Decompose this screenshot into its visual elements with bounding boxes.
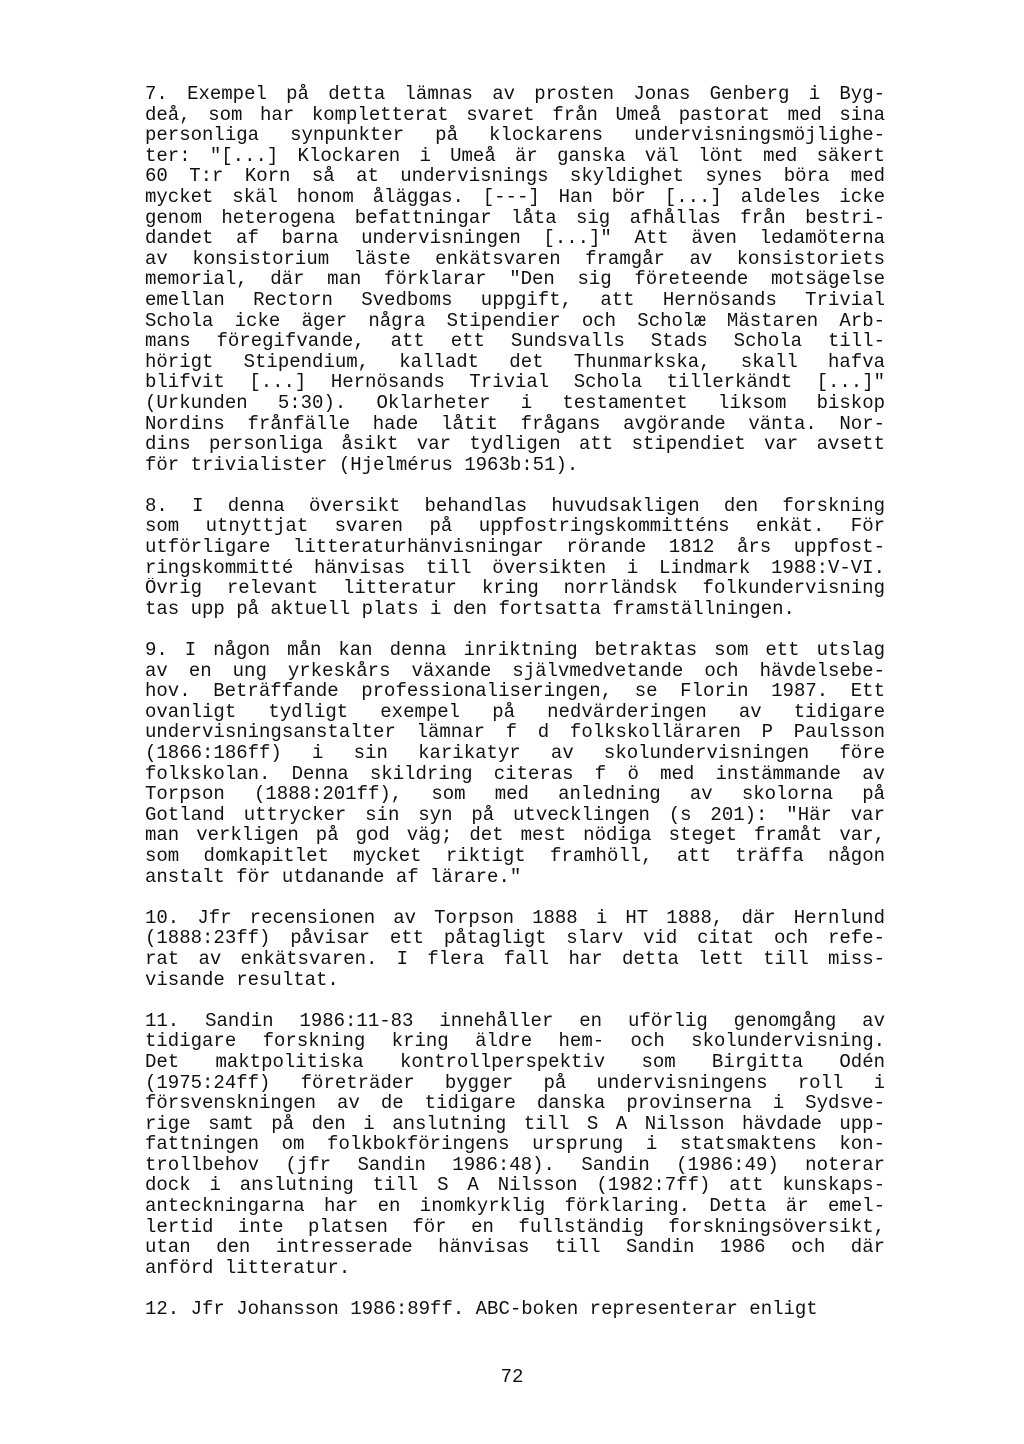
- page-number: 72: [500, 1366, 524, 1388]
- text-line: tidigare forskning kring äldre hem- och skolundervisning.: [145, 1031, 885, 1052]
- text-line: 8. I denna översikt behandlas huvudsakligen den forskning: [145, 495, 885, 517]
- text-line: visande resultat.: [145, 969, 339, 991]
- text-line: trollbehov (jfr Sandin 1986:48). Sandin (1986:49) noterar: [145, 1154, 885, 1176]
- text-line: emellan Rectorn Svedboms uppgift, att Hernösands Trivial: [145, 289, 885, 311]
- text-line: mycket skäl honom åläggas. [---] Han bör [...] aldeles icke: [145, 186, 885, 208]
- text-line: anteckningarna har en inomkyrklig förklaring. Detta är emel-: [145, 1196, 885, 1217]
- text-line: (1888:23ff) påvisar ett påtagligt slarv vid citat och refe-: [145, 928, 885, 949]
- footnote-11: [145, 1011, 885, 1279]
- text-line: 12. Jfr Johansson 1986:89ff. ABC-boken representerar enligt: [145, 1299, 818, 1320]
- footnotes-page: [145, 84, 885, 1340]
- text-line: (Urkunden 5:30). Oklarheter i testamentet liksom biskop: [145, 392, 885, 414]
- text-line: deå, som har kompletterat svaret från Umeå pastorat med sina: [145, 104, 885, 126]
- text-line: dins personliga åsikt var tydligen att stipendiet var avsett: [145, 434, 885, 455]
- text-line: Gotland uttrycker sin syn på utvecklingen (s 201): "Här var: [145, 804, 885, 826]
- text-line: försvenskningen av de tidigare danska provinserna i Sydsve-: [145, 1093, 885, 1114]
- text-line: Schola icke äger några Stipendier och Scholæ Mästaren Arb-: [145, 310, 885, 332]
- text-line: 7. Exempel på detta lämnas av prosten Jonas Genberg i Byg-: [145, 84, 885, 105]
- text-line: av konsistorium läste enkätsvaren framgår av konsistoriets: [145, 248, 885, 270]
- text-line: dock i anslutning till S A Nilsson (1982:7ff) att kunskaps-: [145, 1175, 885, 1197]
- text-line: anförd litteratur.: [145, 1257, 351, 1279]
- text-line: dandet af barna undervisningen [...]" Att även ledamöterna: [145, 228, 885, 249]
- text-line: utan den intresserade hänvisas till Sandin 1986 och där: [145, 1237, 885, 1258]
- footnote-8: [145, 496, 885, 620]
- text-line: utförligare litteraturhänvisningar rörande 1812 års uppfost-: [145, 537, 885, 558]
- text-line: (1866:186ff) i sin karikatyr av skolundervisningen före: [145, 743, 885, 764]
- text-line: memorial, där man förklarar "Den sig företeende motsägelse: [145, 269, 885, 290]
- text-line: ovanligt tydligt exempel på nedvärderingen av tidigare: [145, 701, 885, 723]
- text-line: (1975:24ff) företräder bygger på undervisningens roll i: [145, 1072, 885, 1094]
- text-line: genom heterogena befattningar låta sig afhållas från bestri-: [145, 207, 885, 229]
- text-line: undervisningsanstalter lämnar f d folkskolläraren P Paulsson: [145, 722, 885, 743]
- text-line: blifvit [...] Hernösands Trivial Schola tillerkändt [...]": [145, 372, 885, 393]
- text-line: man verkligen på god väg; det mest nödiga steget framåt var,: [145, 825, 885, 846]
- text-line: 11. Sandin 1986:11-83 innehåller en uförlig genomgång av: [145, 1010, 885, 1032]
- footnote-10: [145, 908, 885, 990]
- text-line: personliga synpunkter på klockarens undervisningsmöjlighe-: [145, 125, 885, 146]
- text-line: fattningen om folkbokföringens ursprung i statsmaktens kon-: [145, 1134, 885, 1155]
- text-line: folkskolan. Denna skildring citeras f ö med instämmande av: [145, 763, 885, 785]
- text-line: 10. Jfr recensionen av Torpson 1888 i HT 1888, där Hernlund: [145, 907, 885, 929]
- footnote-7: [145, 84, 885, 475]
- text-line: 9. I någon mån kan denna inriktning betraktas som ett utslag: [145, 640, 885, 661]
- text-line: rige samt på den i anslutning till S A Nilsson hävdade upp-: [145, 1113, 885, 1135]
- text-line: anstalt för utdanande af lärare.": [145, 866, 522, 888]
- text-line: ter: "[...] Klockaren i Umeå är ganska väl lönt med säkert: [145, 145, 885, 167]
- text-line: ringskommitté hänvisas till översikten i Lindmark 1988:V-VI.: [145, 557, 885, 579]
- text-line: som domkapitlet mycket riktigt framhöll, att träffa någon: [145, 845, 885, 867]
- text-line: Övrig relevant litteratur kring norrländsk folkundervisning: [145, 578, 885, 599]
- text-line: hörigt Stipendium, kalladt det Thunmarkska, skall hafva: [145, 351, 885, 373]
- text-line: Torpson (1888:201ff), som med anledning av skolorna på: [145, 784, 885, 805]
- text-line: för trivialister (Hjelmérus 1963b:51).: [145, 454, 579, 476]
- text-line: rat av enkätsvaren. I flera fall har detta lett till miss-: [145, 948, 885, 970]
- text-line: lertid inte platsen för en fullständig forskningsöversikt,: [145, 1216, 885, 1238]
- footnote-9: [145, 640, 885, 887]
- text-line: som utnyttjat svaren på uppfostringskommitténs enkät. För: [145, 516, 885, 538]
- text-line: 60 T:r Korn så at undervisnings skyldighet synes böra med: [145, 166, 885, 187]
- text-line: av en ung yrkeskårs växande självmedvetande och hävdelsebe-: [145, 660, 885, 682]
- footnote-12: [145, 1299, 885, 1320]
- text-line: mans föregifvande, att ett Sundsvalls Stads Schola till-: [145, 331, 885, 352]
- text-line: hov. Beträffande professionaliseringen, se Florin 1987. Ett: [145, 681, 885, 702]
- text-line: Det maktpolitiska kontrollperspektiv som Birgitta Odén: [145, 1051, 885, 1073]
- text-line: Nordins frånfälle hade låtit frågans avgörande vänta. Nor-: [145, 413, 885, 435]
- text-line: tas upp på aktuell plats i den fortsatta framställningen.: [145, 598, 795, 620]
